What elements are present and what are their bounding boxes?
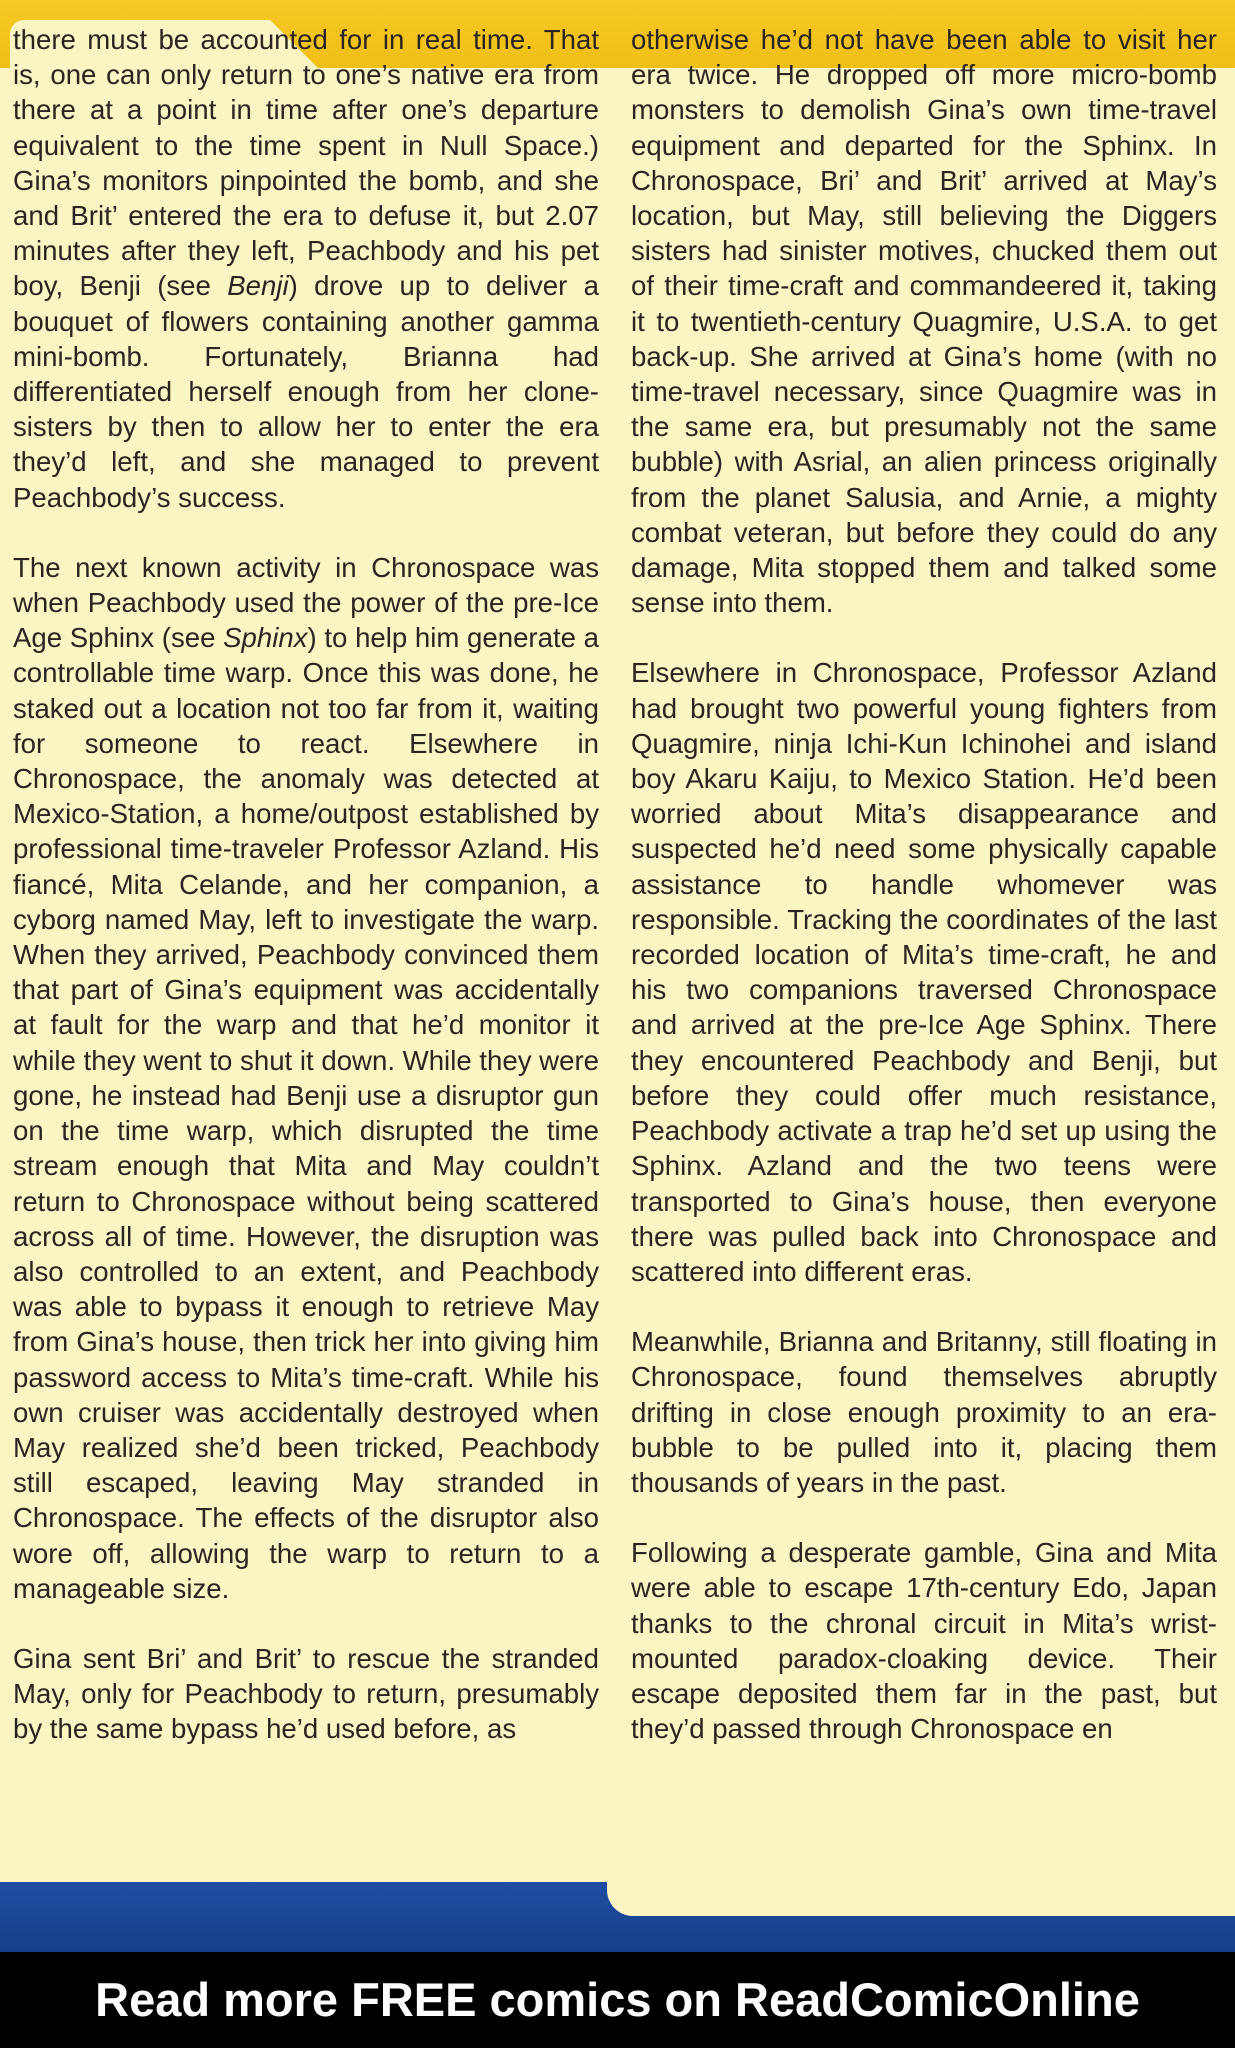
right-paragraph-3: Meanwhile, Brianna and Britanny, still floating in Chronospace, found themselves abruptly drifting in close enough proximity to an era-bubble to be pulled into it, placing them thousands of years in the past. — [631, 1326, 1217, 1498]
left-text-column — [13, 22, 599, 1747]
right-text-column — [631, 22, 1217, 1746]
reference-benji: Benji — [227, 270, 289, 302]
left-paragraph-2 — [13, 550, 599, 1606]
left-paragraph-1 — [13, 22, 599, 515]
left-paragraph-2-text-b: ) to help him generate a controllable time warp. Once this was done, he staked out a location not too far from it, waiting for someone to react. Elsewhere in Chronospace, the anomaly was detected at Mexico-Station, a home/outpost established by professional time-traveler Professor Azland. His fiancé, Mita Celande, and her companion, a cyborg named May, left to investigate the warp. When they arrived, Peachbody convinced them that part of Gina’s equipment was accidentally at fault for the warp and that he’d monitor it while they went to shut it down. While they were gone, he instead had Benji use a disruptor gun on the time warp, which disrupted the time stream enough that Mita and May couldn’t return to Chronospace without being scattered across all of time. However, the disruption was also controlled to an extent, and Peachbody was able to bypass it enough to retrieve May from Gina’s house, then trick her into giving him password access to Mita’s time-craft. While his own cruiser was accidentally destroyed when May realized she’d been tricked, Peachbody still escaped, leaving May stranded in Chronospace. The effects of the disruptor also wore off, allowing the warp to return to a manageable size. — [13, 622, 599, 1604]
right-paragraph-1: otherwise he’d not have been able to visit her era twice. He dropped off more micro-bomb monsters to demolish Gina’s own time-travel equipment and departed for the Sphinx. In Chronospace, Bri’ and Brit’ arrived at May’s location, but May, still believing the Diggers sisters had sinister motives, chucked them out of their time-craft and commandeered it, taking it to twentieth-century Quagmire, U.S.A. to get back-up. She arrived at Gina’s home (with no time-travel necessary, since Quagmire was in the same era, but presumably not the same bubble) with Asrial, an alien princess originally from the planet Salusia, and Arnie, a mighty combat veteran, but before they could do any damage, Mita stopped them and talked some sense into them. — [631, 24, 1217, 619]
right-paragraph-4: Following a desperate gamble, Gina and Mita were able to escape 17th-century Edo, Japan thanks to the chronal circuit in Mita’s wrist-mounted paradox-cloaking device. Their escape deposited them far in the past, but they’d passed through Chronospace en — [631, 1537, 1217, 1745]
footer-promo-text[interactable]: Read more FREE comics on ReadComicOnline — [95, 1973, 1140, 2026]
left-paragraph-1-text-b: ) drove up to deliver a bouquet of flowers containing another gamma mini-bomb. Fortunately, Brianna had differentiated herself enough from her clone-sisters by then to allow her to enter the era they’d left, and she managed to prevent Peachbody’s success. — [13, 270, 599, 513]
right-paragraph-2: Elsewhere in Chronospace, Professor Azland had brought two powerful young fighters from Quagmire, ninja Ichi-Kun Ichinohei and island boy Akaru Kaiju, to Mexico Station. He’d been worried about Mita’s disappearance and suspected he’d need some physically capable assistance to handle whomever was responsible. Tracking the coordinates of the last recorded location of Mita’s time-craft, he and his two companions traversed Chronospace and arrived at the pre-Ice Age Sphinx. There they encountered Peachbody and Benji, but before they could offer much resistance, Peachbody activate a trap he’d set up using the Sphinx. Azland and the two teens were transported to Gina’s house, then everyone there was pulled back into Chronospace and scattered into different eras. — [631, 657, 1217, 1287]
left-paragraph-2-text-a: The next known activity in Chronospace was when Peachbody used the power of the pre-Ice Age Sphinx (see — [13, 551, 599, 654]
left-paragraph-1-text-a: there must be accounted for in real time. That is, one can only return to one’s native era from there at a point in time after one’s departure equivalent to the time spent in Null Space.) Gina’s monitors pinpointed the bomb, and she and Brit’ entered the era to defuse it, but 2.07 minutes after they left, Peachbody and his pet boy, Benji (see — [13, 24, 599, 302]
reference-sphinx: Sphinx — [223, 622, 308, 654]
left-paragraph-3: Gina sent Bri’ and Brit’ to rescue the stranded May, only for Peachbody to return, presumably by the same bypass he’d used before, as — [13, 1642, 599, 1745]
